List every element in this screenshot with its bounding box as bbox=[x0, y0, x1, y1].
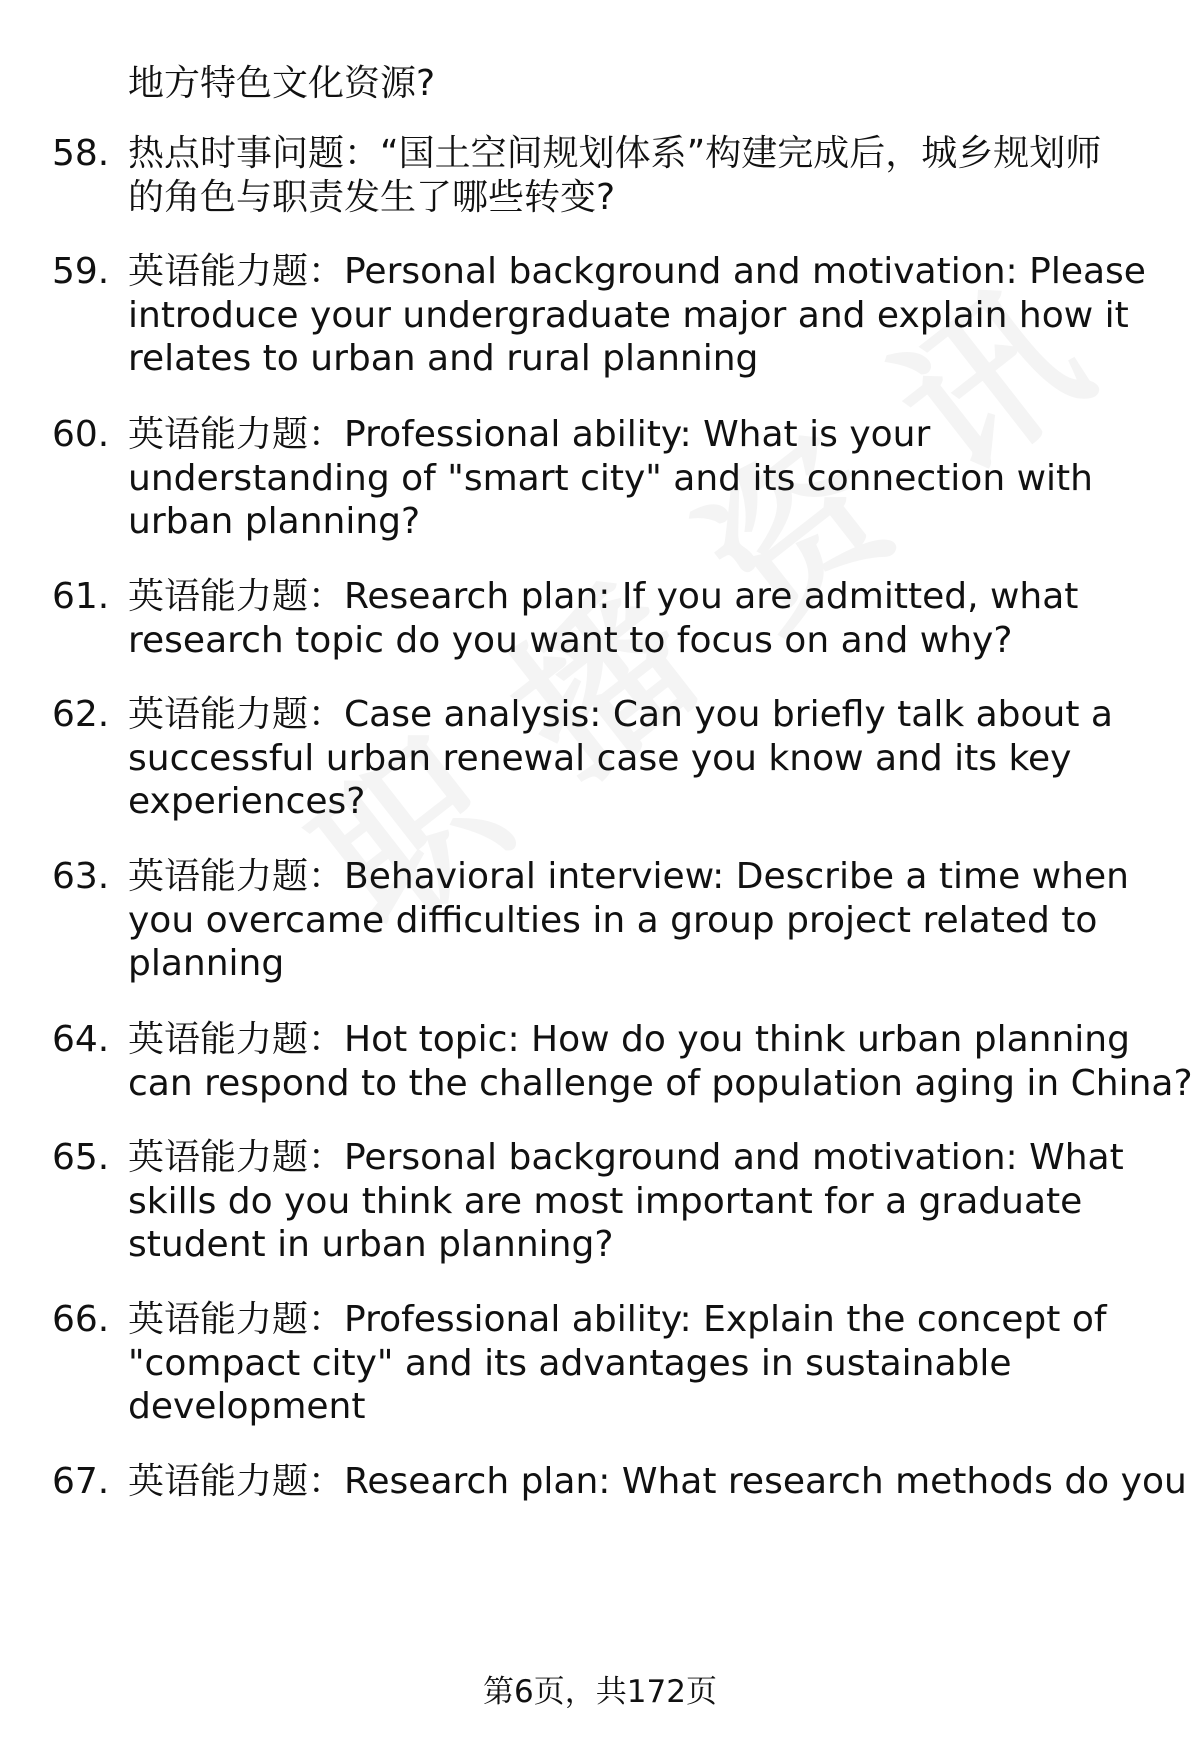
question-text-line: skills do you think are most important for a graduate bbox=[128, 1180, 1083, 1222]
question-number: 67. bbox=[52, 1461, 110, 1502]
question-number: 61. bbox=[52, 576, 110, 617]
question-number: 64. bbox=[52, 1019, 110, 1060]
question-text-line: urban planning? bbox=[128, 501, 421, 542]
question-text-line: student in urban planning? bbox=[128, 1224, 614, 1265]
question-text-line: 英语能力题：Research plan: What research methods do you bbox=[128, 1461, 1187, 1502]
question-text-line: development bbox=[128, 1386, 366, 1427]
question-number: 58. bbox=[52, 133, 110, 174]
question-text-line: 热点时事问题：“国土空间规划体系”构建完成后，城乡规划师 bbox=[128, 133, 1102, 174]
question-number: 60. bbox=[52, 414, 110, 455]
question-number: 66. bbox=[52, 1299, 110, 1340]
question-number: 63. bbox=[52, 856, 110, 897]
question-text-line: "compact city" and its advantages in sustainable bbox=[128, 1342, 1012, 1384]
question-text-line: can respond to the challenge of population aging in China? bbox=[128, 1062, 1193, 1104]
question-text-line: 英语能力题：Hot topic: How do you think urban planning bbox=[128, 1019, 1130, 1060]
question-number: 65. bbox=[52, 1137, 110, 1178]
question-text-line: 英语能力题：Case analysis: Can you briefly talk about a bbox=[128, 694, 1113, 735]
question-text-line: 英语能力题：Professional ability: Explain the concept of bbox=[128, 1299, 1107, 1340]
question-number: 59. bbox=[52, 251, 110, 292]
page-footer: 第6页，共172页 bbox=[483, 1674, 717, 1710]
question-text-line: understanding of "smart city" and its connection with bbox=[128, 457, 1093, 499]
question-text-line: 英语能力题：Personal background and motivation: Please bbox=[128, 251, 1146, 292]
question-text-line: you overcame difficulties in a group project related to bbox=[128, 899, 1098, 941]
question-text-line: 地方特色文化资源? bbox=[128, 63, 436, 104]
question-text-line: 英语能力题：Personal background and motivation: What bbox=[128, 1137, 1124, 1178]
question-text-line: relates to urban and rural planning bbox=[128, 338, 759, 379]
question-text-line: 英语能力题：Research plan: If you are admitted, what bbox=[128, 576, 1079, 617]
question-text-line: successful urban renewal case you know and its key bbox=[128, 737, 1072, 779]
question-number: 62. bbox=[52, 694, 110, 735]
question-text-line: 英语能力题：Professional ability: What is your bbox=[128, 414, 931, 455]
question-text-line: research topic do you want to focus on and why? bbox=[128, 619, 1013, 661]
question-text-line: 的角色与职责发生了哪些转变? bbox=[128, 176, 616, 218]
question-text-line: planning bbox=[128, 943, 285, 984]
question-text-line: experiences? bbox=[128, 781, 366, 822]
question-text-line: 英语能力题：Behavioral interview: Describe a time when bbox=[128, 856, 1129, 897]
question-text-line: introduce your undergraduate major and explain how it bbox=[128, 294, 1129, 336]
